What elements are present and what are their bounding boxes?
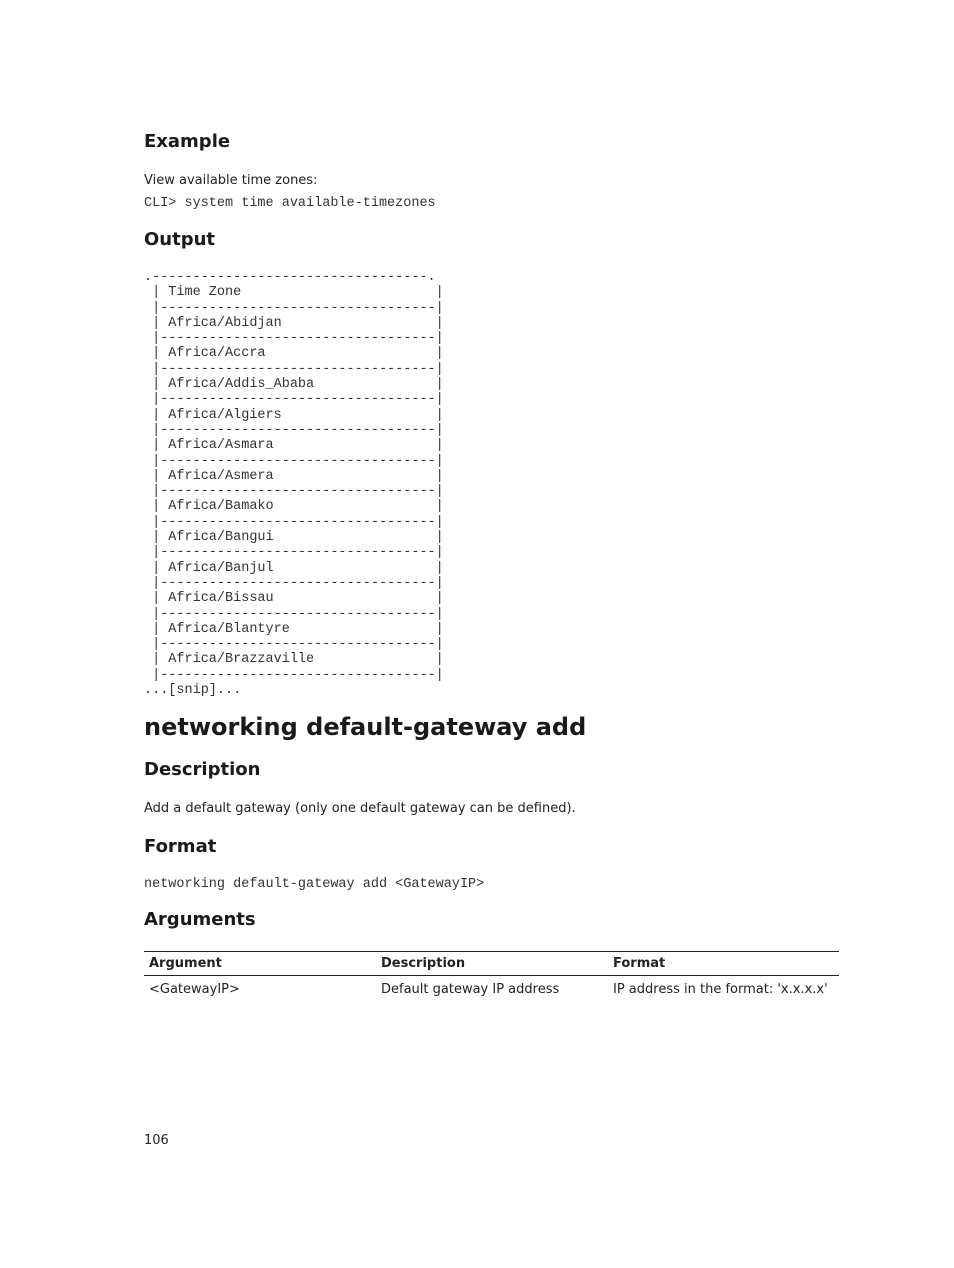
header-argument: Argument [144, 952, 376, 976]
format-syntax: networking default-gateway add <GatewayIP> [144, 877, 485, 892]
description-heading: Description [144, 759, 261, 780]
command-title: networking default-gateway add [144, 713, 587, 741]
format-heading: Format [144, 836, 217, 857]
cell-format: IP address in the format: 'x.x.x.x' [613, 982, 828, 997]
table-header-row [144, 952, 839, 976]
page-number: 106 [144, 1133, 169, 1148]
header-description: Description [376, 952, 608, 976]
example-command: CLI> system time available-timezones [144, 196, 436, 211]
arguments-table [144, 951, 839, 1003]
output-heading: Output [144, 229, 216, 250]
example-heading: Example [144, 131, 231, 152]
description-text: Add a default gateway (only one default gateway can be defined). [144, 801, 576, 816]
cell-argument: <GatewayIP> [149, 982, 240, 997]
header-format: Format [608, 952, 839, 976]
cell-description: Default gateway IP address [381, 982, 560, 997]
table-row [144, 976, 839, 1004]
arguments-heading: Arguments [144, 909, 256, 930]
timezone-output: .----------------------------------. | Time Zone | |----------------------------------| | Africa/Abidjan | |----------------------------------| | Africa/Accra | |----------------------------------| | Africa/Addis_Ababa | |----------------------------------| | Africa/Algiers | |----------------------------------| | Africa/Asmara | |----------------------------------| | Africa/Asmera | |----------------------------------| | Africa/Bamako | |----------------------------------| | Africa/Bangui | |----------------------------------| | Africa/Banjul | |----------------------------------| | Africa/Bissau | |----------------------------------| | Africa/Blantyre | |----------------------------------| | Africa/Brazzaville | |----------------------------------| ...[snip]... [144, 270, 444, 699]
example-intro: View available time zones: [144, 173, 318, 188]
